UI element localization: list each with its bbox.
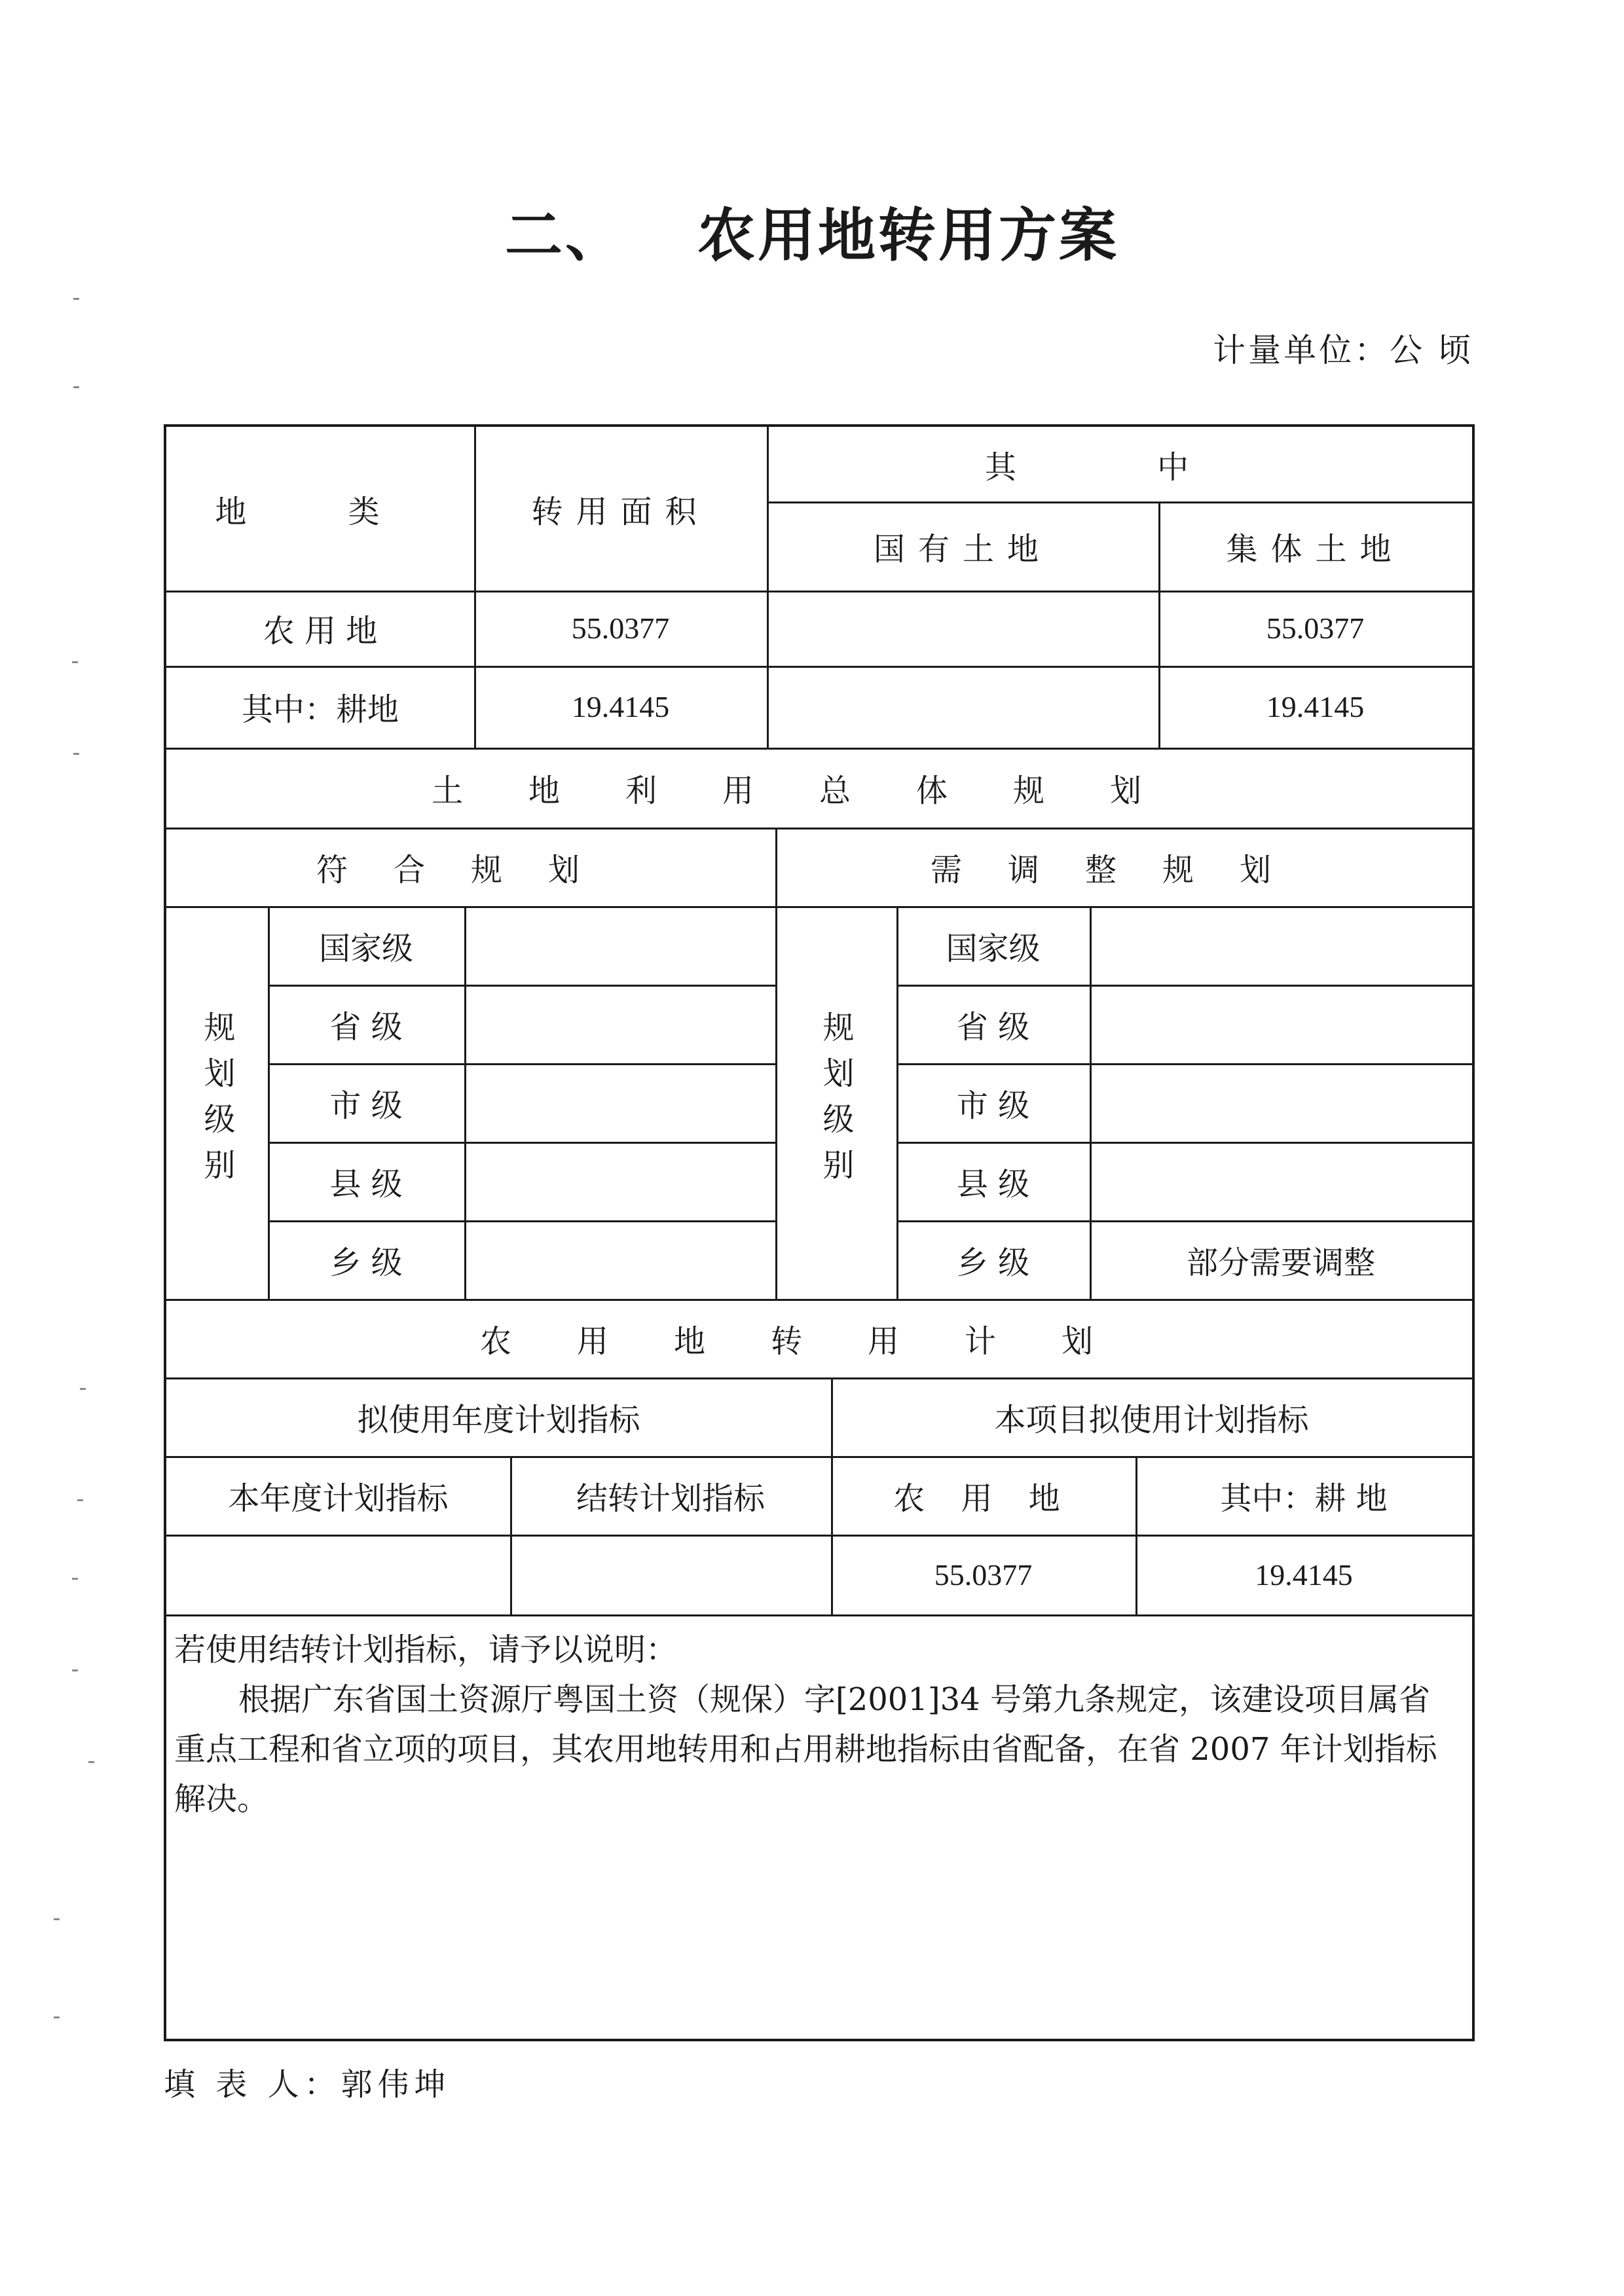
filler-label: 填 表 人：: [164, 2066, 341, 2103]
adjust-level-county: 县 级: [956, 1165, 1030, 1203]
adjust-plan-title: 需调整规划: [930, 851, 1317, 888]
adjust-level-municipal: 市 级: [956, 1087, 1030, 1124]
page-title: [0, 190, 1624, 272]
title-text: 农用地转用方案: [697, 202, 1120, 269]
row-farmland-label: 农 用 地: [263, 613, 378, 649]
conform-level-municipal: 市 级: [329, 1087, 403, 1124]
conversion-form-table: [164, 424, 1475, 2041]
proposed-annual-header: 拟使用年度计划指标: [357, 1401, 640, 1438]
explanation-line-2: 重点工程和省立项的项目，其农用地转用和占用耕地指标由省配备，在省 2007 年计划指标: [174, 1731, 1437, 1768]
farmland-header: 农 用 地: [893, 1480, 1073, 1517]
row-cultivated-label: 其中：耕地: [241, 691, 399, 728]
adjust-value-municipal: [1090, 1063, 1472, 1142]
conform-level-county: 县 级: [329, 1165, 403, 1203]
this-year-header: 本年度计划指标: [228, 1480, 449, 1517]
row-farmland-collective: 55.0377: [1266, 611, 1365, 645]
filler-name: 郭伟坤: [341, 2066, 451, 2103]
conform-value-provincial: [464, 985, 775, 1063]
adjust-level-provincial: 省 级: [956, 1008, 1030, 1046]
adjust-level-label: 规划级别: [817, 1011, 854, 1194]
row-farmland-state: [767, 591, 1158, 666]
conform-value-national: [464, 906, 775, 985]
adjust-value-national: [1090, 906, 1472, 985]
conform-level-township: 乡 级: [329, 1244, 403, 1281]
carryover-header: 结转计划指标: [576, 1480, 765, 1517]
conform-level-provincial: 省 级: [329, 1008, 403, 1046]
explanation-prompt: 若使用结转计划指标，请予以说明：: [174, 1631, 678, 1668]
cultivated-header: 其中：耕 地: [1220, 1480, 1388, 1517]
explanation-section: [174, 1625, 1464, 1824]
explanation-line-1: 根据广东省国土资源厅粤国土资（规保）字[2001]34 号第九条规定，该建设项目属省: [238, 1681, 1430, 1718]
header-converted-area: 转用面积: [531, 493, 710, 530]
row-farmland-area: 55.0377: [571, 611, 670, 645]
carryover-value: [510, 1535, 831, 1614]
title-number: 二、: [504, 202, 625, 269]
unit-label: 计量单位：公 顷: [1213, 331, 1473, 369]
conform-plan-title: 符合规划: [316, 851, 625, 888]
adjust-value-township: 部分需要调整: [1186, 1244, 1375, 1281]
adjust-level-national: 国家级: [946, 930, 1041, 967]
this-year-value: [166, 1535, 510, 1614]
adjust-value-provincial: [1090, 985, 1472, 1063]
adjust-value-county: [1090, 1142, 1472, 1220]
row-cultivated-collective: 19.4145: [1266, 690, 1365, 723]
conform-value-township: [464, 1220, 775, 1299]
farmland-value: 55.0377: [934, 1558, 1033, 1592]
header-state-owned: 国有土地: [873, 530, 1052, 568]
cultivated-value: 19.4145: [1255, 1558, 1353, 1592]
conform-value-municipal: [464, 1063, 775, 1142]
form-filler: [164, 2059, 451, 2104]
explanation-line-3: 解决。: [174, 1781, 269, 1817]
conform-value-county: [464, 1142, 775, 1220]
row-cultivated-state: [767, 666, 1158, 748]
adjust-level-township: 乡 级: [956, 1244, 1030, 1281]
conversion-plan-title: 农用地转用计划: [479, 1322, 1158, 1360]
row-cultivated-area: 19.4145: [571, 690, 670, 723]
header-land-type: 地 类: [215, 493, 426, 530]
conform-level-label: 规划级别: [198, 1011, 235, 1194]
conform-level-national: 国家级: [318, 930, 413, 967]
header-collective: 集体土地: [1226, 530, 1405, 568]
header-among: 其 中: [984, 448, 1255, 486]
project-proposed-header: 本项目拟使用计划指标: [994, 1401, 1309, 1438]
planning-section-title: 土地利用总体规划: [431, 772, 1207, 809]
